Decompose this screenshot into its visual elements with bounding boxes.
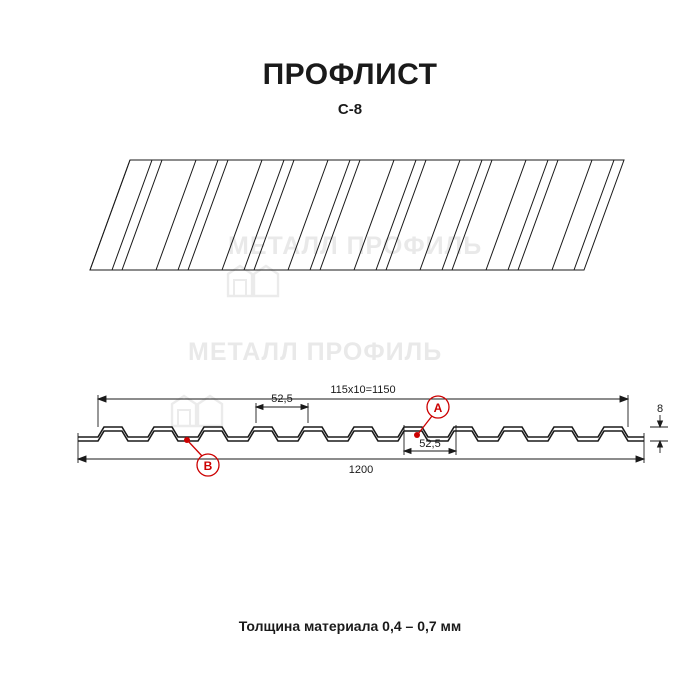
dimension-working-width: 115х10=1150 [330,384,396,396]
callout-a [414,396,449,438]
material-thickness-note: Толщина материала 0,4 – 0,7 мм [238,618,462,634]
cross-section-profile-view [60,355,664,490]
dimension-height: 8 [656,403,664,415]
profile-model-label: С-8 [337,101,363,118]
dimension-pitch-top: 52,5 [271,393,293,405]
dimension-pitch-bottom: 52,5 [419,438,441,450]
callout-a-label: A [433,401,443,415]
page-title: ПРОФЛИСТ [262,58,438,91]
dimension-overall-width: 1200 [348,464,374,476]
callout-b [184,437,219,476]
isometric-profile-sheet-view [60,140,640,310]
callout-b-label: B [203,459,213,473]
watermark-text-top: МЕТАЛЛ ПРОФИЛЬ [228,232,483,260]
watermark-text-bottom: МЕТАЛЛ ПРОФИЛЬ [188,338,443,366]
